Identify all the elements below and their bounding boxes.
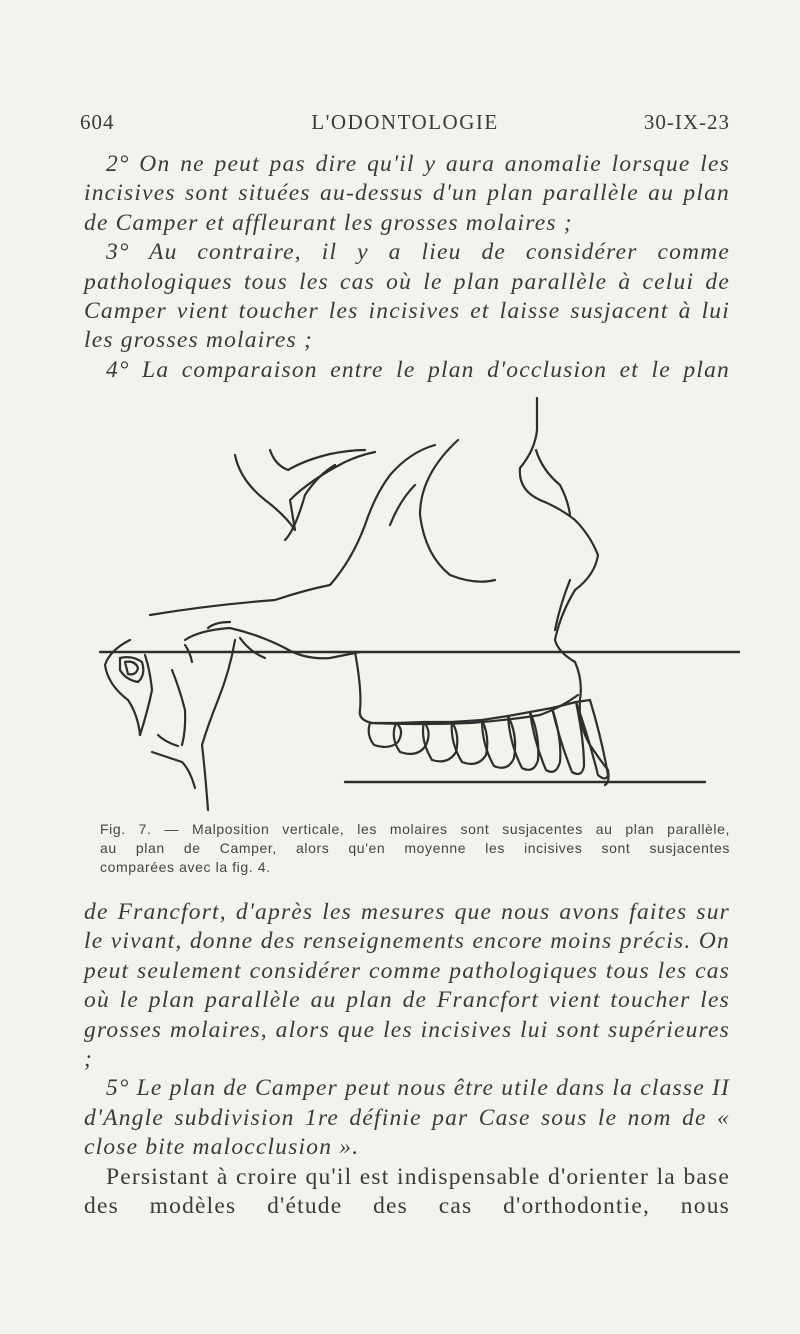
paragraph-point-4-start: 4° La comparaison entre le plan d'occlusion et le plan bbox=[106, 356, 730, 383]
paragraph-persistant: Persistant à croire qu'il est indispensable d'orienter la base des modèles d'étude des cas d'orthodontie, nous bbox=[84, 1163, 730, 1220]
page-number: 604 bbox=[80, 110, 115, 134]
paragraph-point-2: 2° On ne peut pas dire qu'il y aura anomalie lorsque les incisives sont situées au-dessus d'un plan parallèle au plan de Camper et affleurant les grosses molaires ; bbox=[84, 151, 730, 236]
paragraph-point-3: 3° Au contraire, il y a lieu de considérer comme pathologiques tous les cas où le plan parallèle à celui de Camper vient toucher les incisives et laisse susjacent à lui les grosses molaires ; bbox=[84, 239, 730, 354]
text-block-bottom bbox=[84, 898, 730, 1221]
running-header bbox=[80, 110, 730, 140]
caption-line-3: comparées avec la fig. 4. bbox=[100, 859, 271, 875]
paragraph-point-5: 5° Le plan de Camper peut nous être utile dans la classe II d'Angle subdivision 1re définie par Case sous le nom de « close bite malocclusion ». bbox=[84, 1075, 730, 1161]
paragraph-continuation: de Francfort, d'après les mesures que nous avons faites sur le vivant, donne des renseignements encore moins précis. On peut seulement considérer comme pathologiques tous les cas où le plan parallèle au plan de Francfort vient toucher les grosses molaires, alors que les incisives lui sont supérieures ; bbox=[84, 899, 730, 1073]
caption-line-1: Fig. 7. — Malposition verticale, les molaires sont susjacentes au plan parallèle, bbox=[100, 821, 730, 837]
caption-line-2: au plan de Camper, alors qu'en moyenne les incisives sont susjacentes bbox=[100, 840, 730, 856]
journal-title: L'ODONTOLOGIE bbox=[311, 110, 499, 134]
text-block-top bbox=[84, 150, 730, 385]
figure-caption bbox=[84, 820, 730, 877]
issue-date: 30-IX-23 bbox=[643, 110, 730, 134]
skull-profile-figure bbox=[90, 390, 740, 820]
